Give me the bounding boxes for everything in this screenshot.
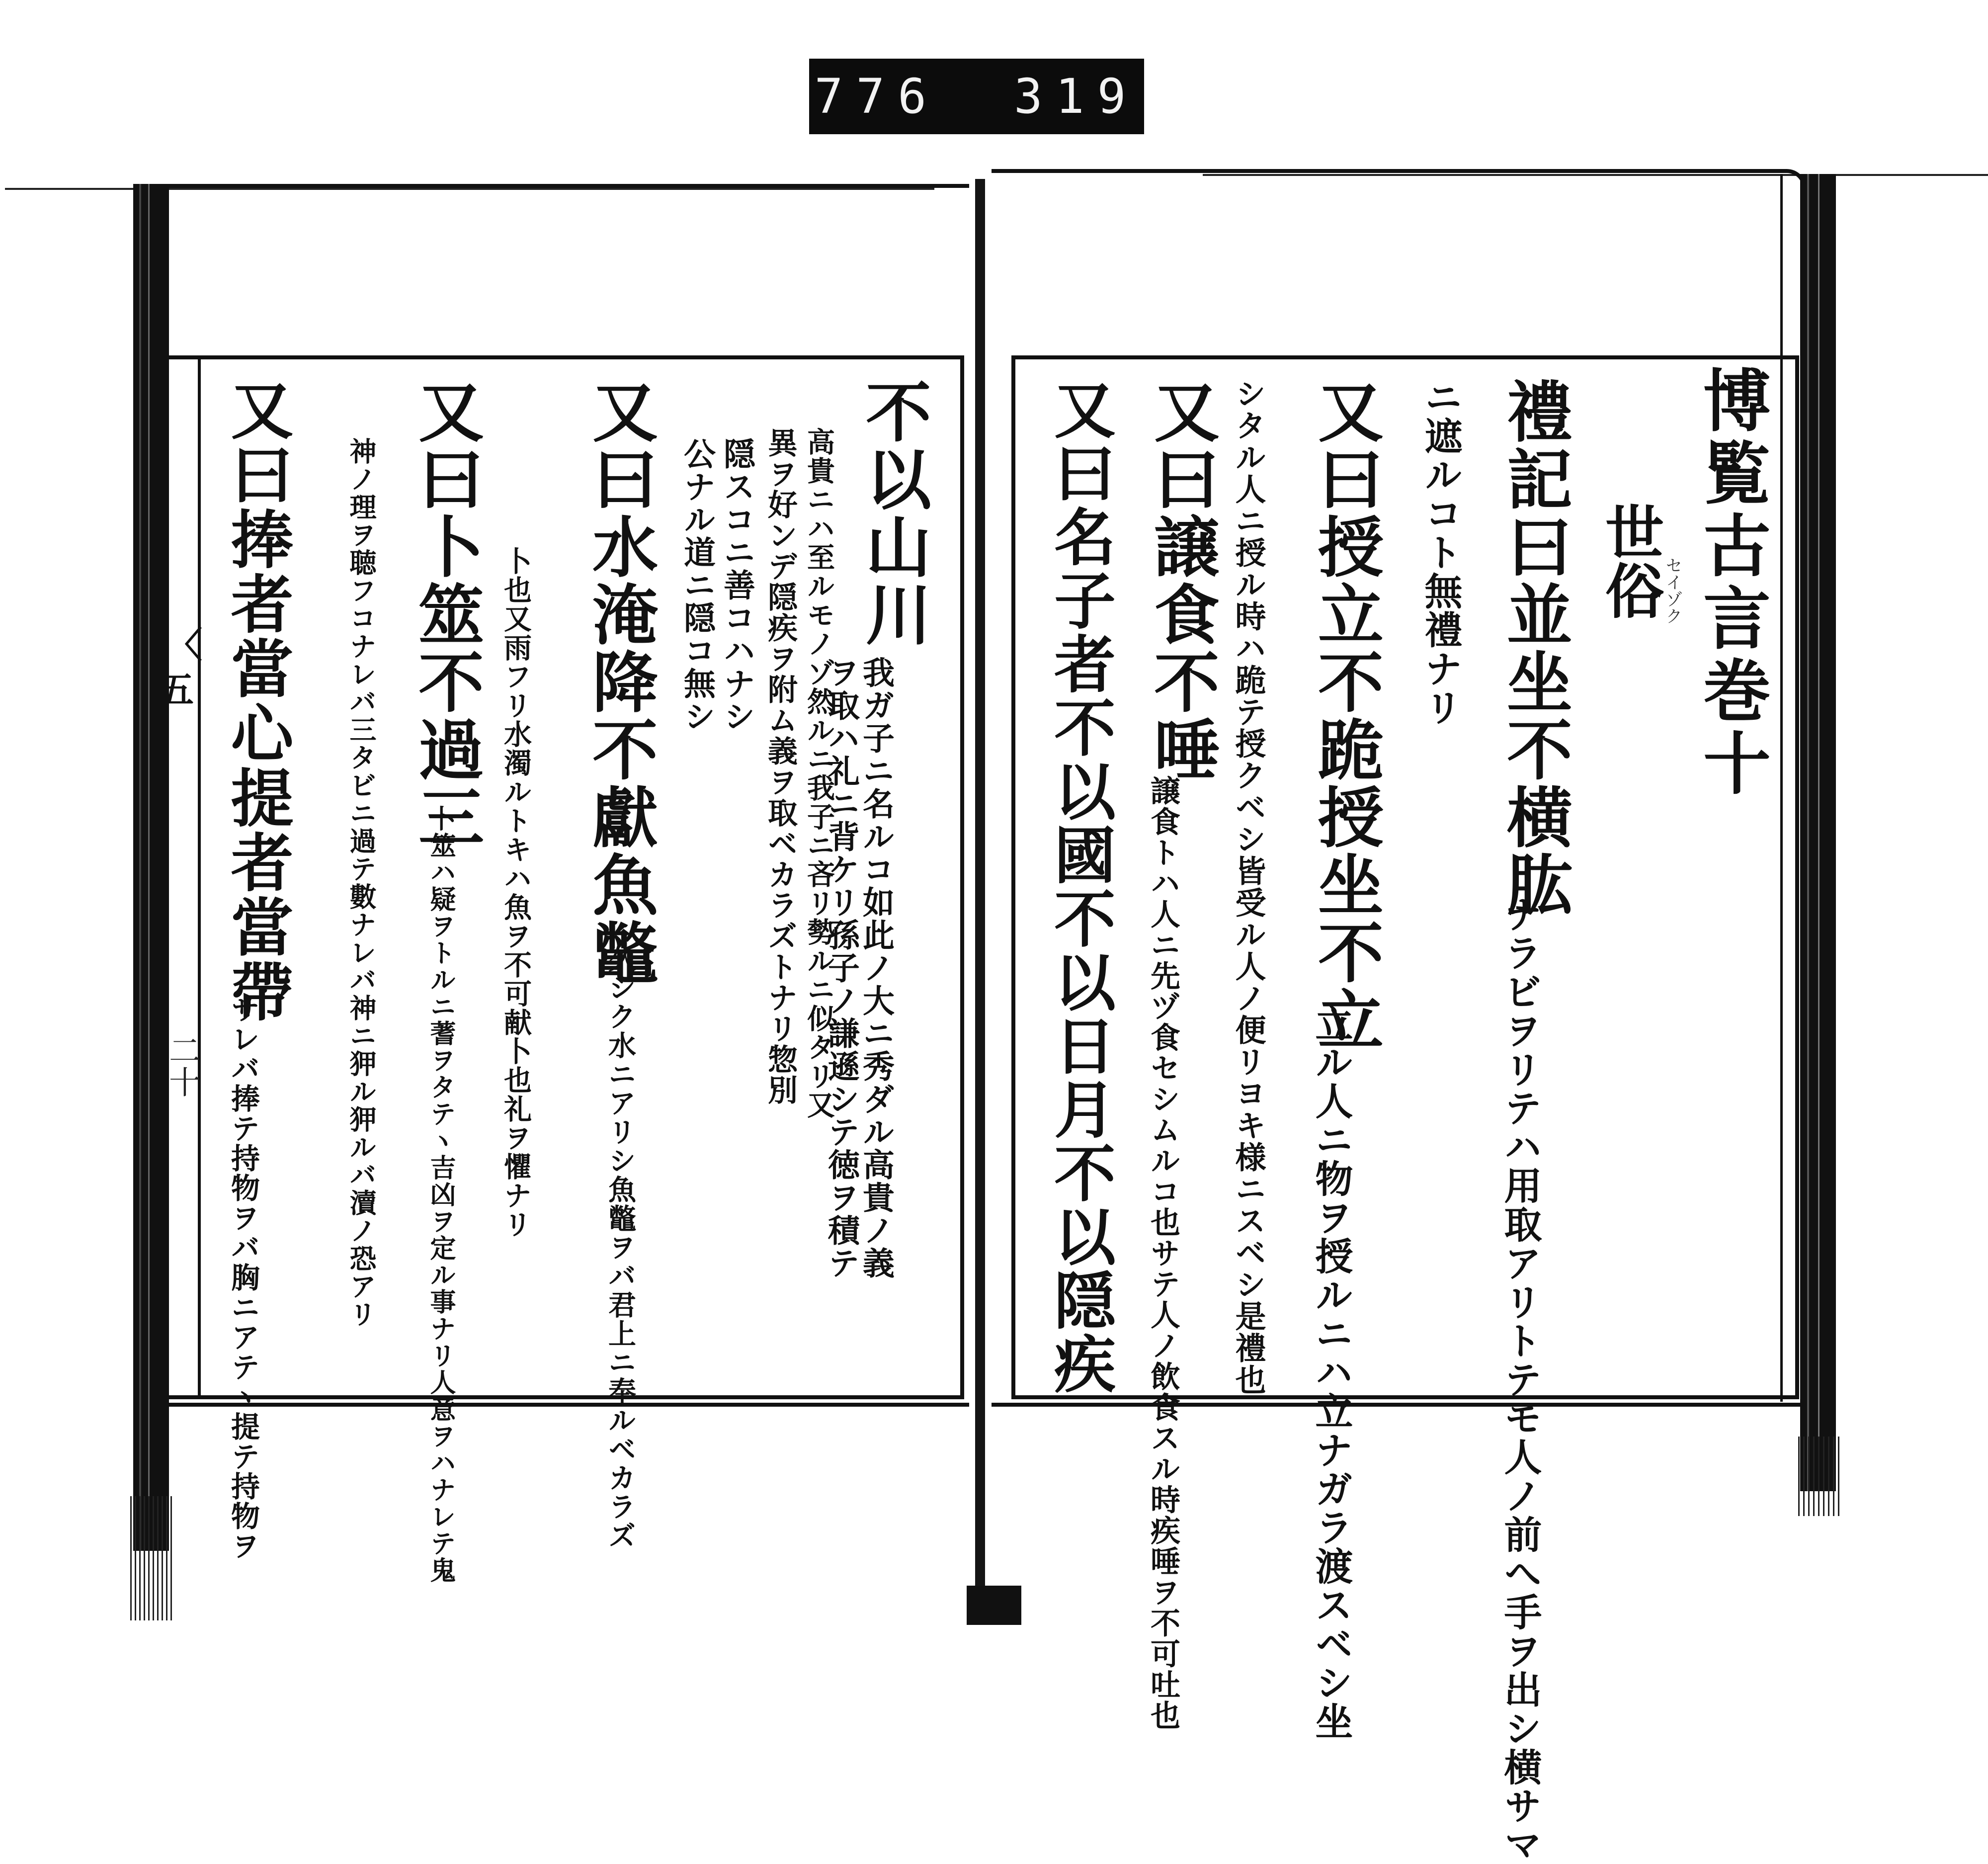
left-frame-inner-rule xyxy=(198,358,201,1397)
left-col-7: 公ナル道ニ隠コ無シ xyxy=(678,437,716,733)
section-heading: 世俗 xyxy=(1595,502,1664,619)
left-col-1: 不以山川 xyxy=(854,378,931,648)
gutter-foot xyxy=(967,1586,1021,1625)
left-col-5: 異ヲ好ンデ隠疾ヲ附ム義ヲ取ベカラズトナリ惣別 xyxy=(763,427,798,1105)
left-col-14: 又曰捧者當心提者當帶 xyxy=(221,378,294,1024)
right-col-6: シタル人ニ授ル時ハ跪テ授クベシ皆受ル人ノ便リヨキ様ニスベシ是禮也 xyxy=(1230,378,1266,1396)
catalog-number-right: 319 xyxy=(1014,69,1139,124)
right-col-1: 禮記曰並坐不横肱 xyxy=(1495,378,1573,919)
left-col-10: 卜也又雨フリ水濁ルトキハ魚ヲ不可献卜也礼ヲ懼ナリ xyxy=(499,547,532,1239)
hashin-top-mark: 〈 xyxy=(166,624,203,666)
catalog-number-left: 776 xyxy=(814,69,939,124)
right-col-3: ニ遮ルコト無禮ナリ xyxy=(1418,378,1463,727)
left-col-8: 又曰水淹降不獻魚鼈 xyxy=(581,378,658,986)
left-col-13: 神ノ理ヲ聴フコナレバ三タビニ過テ數ナレバ神ニ狎ル狎ルバ瀆ノ恐アリ xyxy=(345,437,377,1328)
left-binding-thread xyxy=(130,1496,175,1620)
right-binding-thread xyxy=(1798,1437,1840,1516)
left-col-12: 卜筮ハ疑ヲトルニ蓍ヲタテヽ吉凶ヲ定ル事ナリ人意ヲハナレテ鬼 xyxy=(425,805,456,1584)
left-col-4: 高貴ニハ至ルモノゾ然ルニ我子ニ吝リ勢ルニ似タリ又 xyxy=(803,427,835,1119)
left-col-2: 我ガ子ニ名ルコ如此ノ大ニ秀ダル高貴ノ義 xyxy=(857,656,895,1279)
book-gutter xyxy=(975,179,985,1620)
section-furigana: セイゾク xyxy=(1662,557,1682,624)
right-text-frame xyxy=(1011,355,1799,1399)
left-col-11: 又曰卜筮不過三 xyxy=(407,378,484,851)
hashin-volume-number: 五 xyxy=(158,669,194,711)
volume-title: 博覧古言巻十 xyxy=(1691,365,1771,801)
right-col-2: ナラビヲリテハ用取アリトテモ人ノ前へ手ヲ出シ横サマ xyxy=(1498,895,1542,1864)
left-col-9: 久シク水ニアリシ魚鼈ヲバ君上ニ奉ルベカラズ xyxy=(604,944,637,1550)
right-col-5: 立ル人ニ物ヲ授ルニハ立ナガラ渡スベシ坐 xyxy=(1309,1004,1353,1741)
left-col-6: 隠スコニ善コハナシ xyxy=(718,437,755,733)
left-col-15: サレバ捧テ持物ヲバ胸ニアテヽ提テ持物ヲ xyxy=(226,994,260,1561)
right-col-8: 譲食トハ人ニ先ヅ食セシムルコ也サテ人ノ飲食スル時疾唾ヲ不可吐也 xyxy=(1146,775,1180,1731)
right-col-9: 又曰名子者不以國不以日月不以隠疾 xyxy=(1044,378,1116,1396)
right-col-7: 又曰譲食不唾 xyxy=(1143,378,1220,783)
hashin-page-number: 二十 xyxy=(164,1034,200,1098)
hashin-rule xyxy=(1780,174,1783,1402)
right-col-4: 又曰授立不跪授坐不立 xyxy=(1307,378,1384,1054)
catalog-label xyxy=(809,59,1144,134)
left-col-3: ヲ取ハ礼ニ背ケリ孫子ノ謙遜シテ徳ヲ積テ xyxy=(823,656,860,1279)
